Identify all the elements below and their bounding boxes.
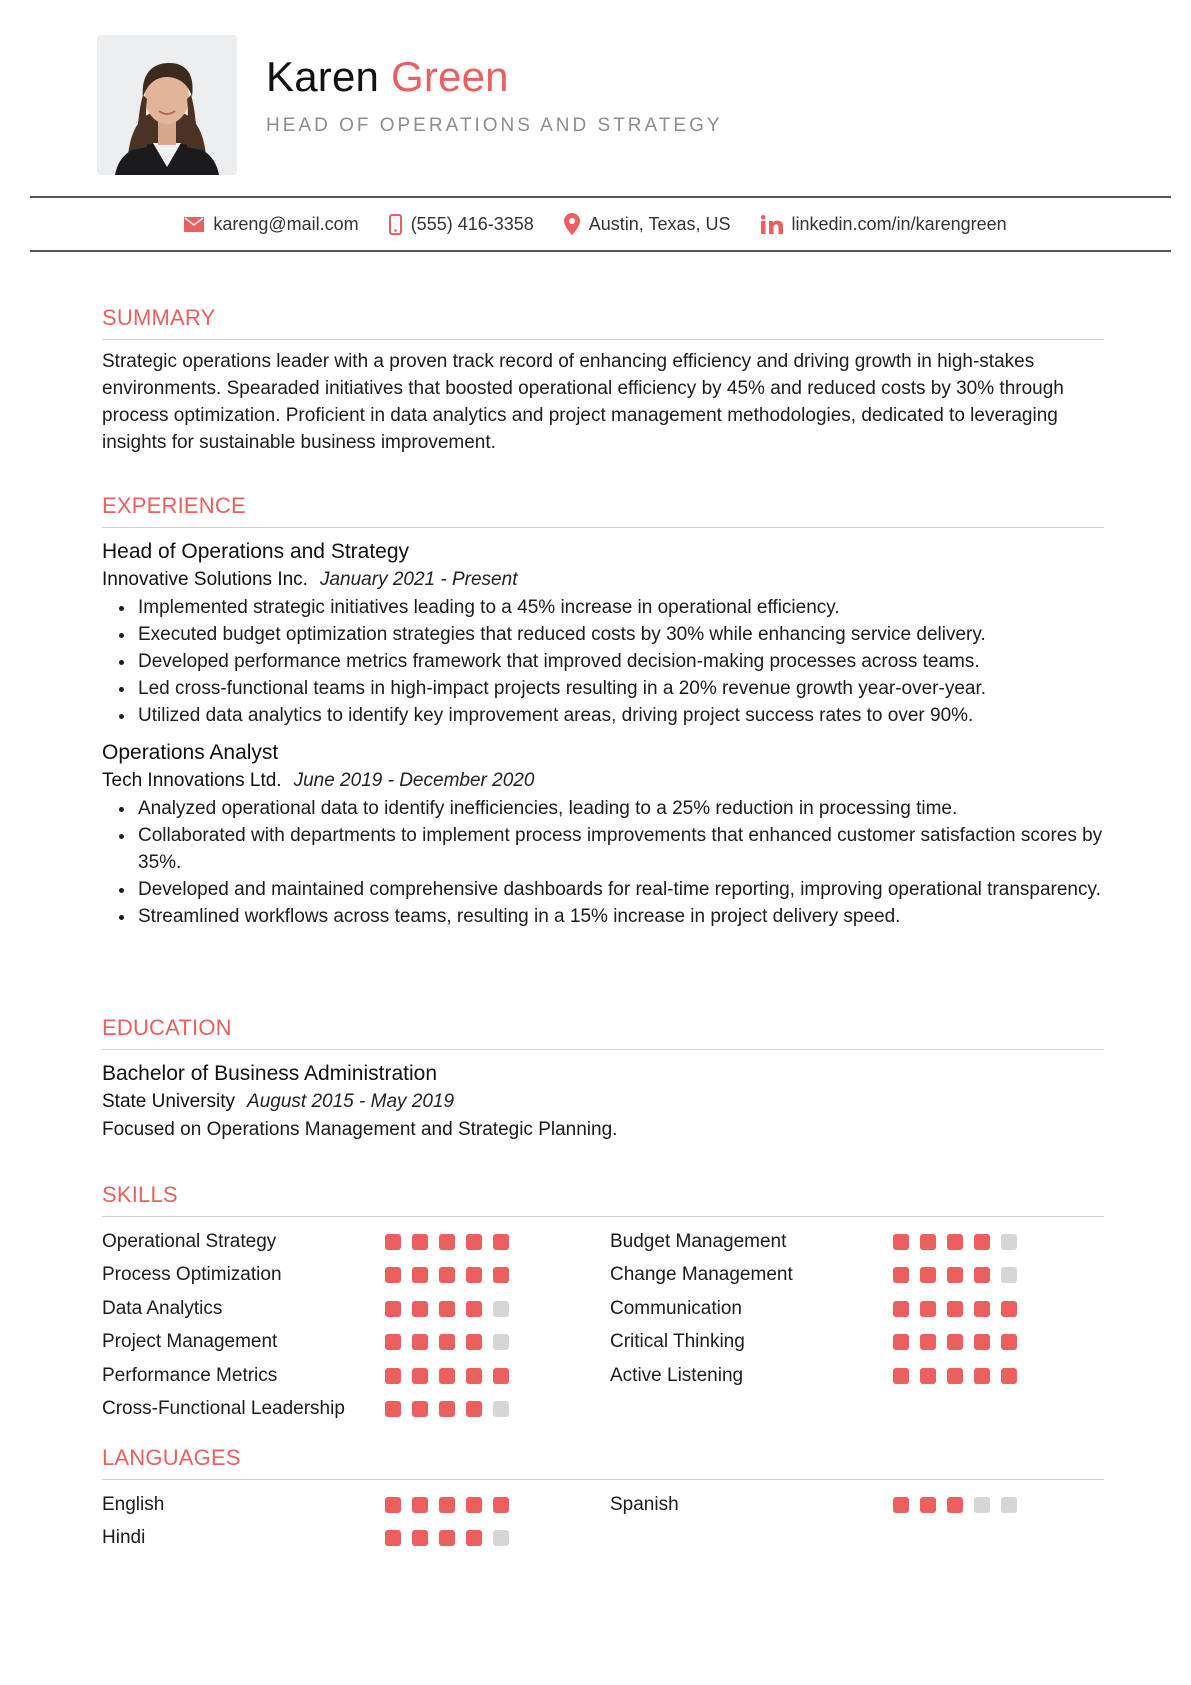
job-meta <box>102 566 1104 594</box>
rating-dot-filled <box>893 1497 909 1513</box>
experience-heading: EXPERIENCE <box>102 491 1104 528</box>
job-bullet: • Developed and maintained comprehensive dashboards for real-time reporting, improving operational transparency. <box>136 876 1104 903</box>
language-rating <box>893 1497 1017 1513</box>
languages-grid <box>102 1488 1104 1555</box>
languages-column-left <box>102 1488 610 1555</box>
rating-dot-filled <box>974 1267 990 1283</box>
summary-text: Strategic operations leader with a proven track record of enhancing efficiency and driving growth in high-stakes environments. Spearaded initiatives that boosted operational efficiency by 45% and reduced costs by 30% through process optimization. Proficient in data analytics and project management methodologies, dedicated to leveraging insights for sustainable business improvement. <box>102 351 1064 453</box>
job-meta <box>102 767 1104 795</box>
first-name: Karen <box>266 53 380 100</box>
job-dates: June 2019 - December 2020 <box>293 770 535 791</box>
skill-name: Cross-Functional Leadership <box>102 1398 345 1420</box>
skill-name: Budget Management <box>610 1230 787 1252</box>
rating-dot-filled <box>466 1267 482 1283</box>
contact-divider-bottom <box>30 250 1171 252</box>
job-bullet: • Streamlined workflows across teams, resulting in a 15% increase in project delivery speed. <box>136 903 1104 930</box>
rating-dot-filled <box>439 1267 455 1283</box>
job-bullet: • Led cross-functional teams in high-impact projects resulting in a 20% revenue growth year-over-year. <box>136 675 1104 702</box>
rating-dot-filled <box>920 1267 936 1283</box>
rating-dot-filled <box>466 1234 482 1250</box>
rating-dot-filled <box>412 1530 428 1546</box>
rating-dot-filled <box>920 1334 936 1350</box>
rating-dot-filled <box>893 1267 909 1283</box>
language-name: Hindi <box>102 1527 146 1549</box>
rating-dot-filled <box>439 1334 455 1350</box>
rating-dot-empty <box>1001 1234 1017 1250</box>
rating-dot-empty <box>1001 1497 1017 1513</box>
rating-dot-filled <box>893 1301 909 1317</box>
summary-section <box>102 303 1104 456</box>
linkedin-text: linkedin.com/in/karengreen <box>791 213 1007 234</box>
experience-section <box>102 491 1104 930</box>
language-name: Spanish <box>610 1493 679 1515</box>
school-name: State University <box>102 1091 236 1112</box>
phone-icon <box>389 214 402 235</box>
language-rating <box>385 1497 509 1513</box>
language-item <box>102 1488 610 1522</box>
rating-dot-filled <box>466 1497 482 1513</box>
rating-dot-filled <box>385 1368 401 1384</box>
rating-dot-filled <box>439 1234 455 1250</box>
envelope-icon <box>184 217 204 232</box>
rating-dot-filled <box>920 1368 936 1384</box>
rating-dot-filled <box>893 1368 909 1384</box>
rating-dot-filled <box>385 1401 401 1417</box>
skills-grid <box>102 1225 1104 1426</box>
resume-header <box>0 0 1191 200</box>
rating-dot-filled <box>1001 1301 1017 1317</box>
skill-item <box>610 1326 1104 1360</box>
skill-name: Project Management <box>102 1331 278 1353</box>
profile-photo-image <box>97 35 237 175</box>
profile-photo <box>97 35 237 175</box>
skill-name: Critical Thinking <box>610 1331 745 1353</box>
contact-location[interactable] <box>564 213 731 235</box>
degree-name: Bachelor of Business Administration <box>102 1062 438 1085</box>
rating-dot-filled <box>385 1301 401 1317</box>
rating-dot-filled <box>439 1530 455 1546</box>
languages-column-right <box>610 1488 1104 1555</box>
skill-item <box>610 1225 1104 1259</box>
job-company: Innovative Solutions Inc. <box>102 569 308 590</box>
skill-rating <box>385 1334 509 1350</box>
rating-dot-filled <box>466 1334 482 1350</box>
skill-rating <box>893 1368 1017 1384</box>
skill-name: Data Analytics <box>102 1297 223 1319</box>
languages-section <box>102 1443 1104 1555</box>
skill-item <box>102 1359 610 1393</box>
rating-dot-empty <box>493 1530 509 1546</box>
skill-item <box>610 1359 1104 1393</box>
job-company: Tech Innovations Ltd. <box>102 770 282 791</box>
rating-dot-filled <box>493 1267 509 1283</box>
job-bullet: • Collaborated with departments to implement process improvements that enhanced customer satisfaction scores by 35%. <box>136 822 1104 876</box>
job-bullet: • Analyzed operational data to identify inefficiencies, leading to a 25% reduction in processing time. <box>136 795 1104 822</box>
job-title: Operations Analyst <box>102 741 279 764</box>
language-item <box>102 1522 610 1556</box>
email-text: kareng@mail.com <box>213 213 359 234</box>
language-name: English <box>102 1493 165 1515</box>
rating-dot-filled <box>893 1234 909 1250</box>
languages-heading: LANGUAGES <box>102 1443 1104 1480</box>
skill-item <box>102 1326 610 1360</box>
rating-dot-filled <box>1001 1334 1017 1350</box>
rating-dot-filled <box>947 1334 963 1350</box>
skill-item <box>102 1292 610 1326</box>
rating-dot-filled <box>412 1234 428 1250</box>
rating-dot-empty <box>974 1497 990 1513</box>
rating-dot-filled <box>493 1234 509 1250</box>
contact-email[interactable] <box>184 214 358 235</box>
rating-dot-filled <box>493 1497 509 1513</box>
job-bullets <box>102 594 1104 729</box>
rating-dot-filled <box>439 1401 455 1417</box>
skill-rating <box>893 1234 1017 1250</box>
rating-dot-filled <box>893 1334 909 1350</box>
skill-rating <box>385 1368 509 1384</box>
language-rating <box>385 1530 509 1546</box>
location-pin-icon <box>564 213 580 235</box>
rating-dot-filled <box>466 1401 482 1417</box>
skill-name: Performance Metrics <box>102 1364 278 1386</box>
rating-dot-filled <box>412 1301 428 1317</box>
job-bullet: • Implemented strategic initiatives leading to a 45% increase in operational efficiency. <box>136 594 1104 621</box>
skill-item <box>102 1259 610 1293</box>
rating-dot-filled <box>385 1267 401 1283</box>
skill-item <box>610 1259 1104 1293</box>
rating-dot-filled <box>947 1368 963 1384</box>
rating-dot-filled <box>439 1301 455 1317</box>
skill-name: Operational Strategy <box>102 1230 277 1252</box>
rating-dot-filled <box>412 1334 428 1350</box>
skills-section <box>102 1180 1104 1426</box>
job-bullet: • Developed performance metrics framework that improved decision-making processes across teams. <box>136 648 1104 675</box>
rating-dot-filled <box>385 1234 401 1250</box>
rating-dot-filled <box>974 1334 990 1350</box>
rating-dot-filled <box>412 1368 428 1384</box>
rating-dot-filled <box>947 1234 963 1250</box>
skill-rating <box>385 1401 509 1417</box>
rating-dot-filled <box>466 1301 482 1317</box>
education-section <box>102 1013 1104 1144</box>
education-note: Focused on Operations Management and Strategic Planning. <box>102 1119 618 1140</box>
summary-heading: SUMMARY <box>102 303 1104 340</box>
contact-bar <box>0 198 1191 250</box>
skill-rating <box>385 1301 509 1317</box>
skill-name: Active Listening <box>610 1364 744 1386</box>
rating-dot-empty <box>493 1401 509 1417</box>
rating-dot-filled <box>974 1368 990 1384</box>
rating-dot-filled <box>385 1497 401 1513</box>
language-item <box>610 1488 1104 1522</box>
job-bullets <box>102 795 1104 930</box>
candidate-name <box>266 52 509 102</box>
skills-column-right <box>610 1225 1104 1426</box>
rating-dot-filled <box>385 1530 401 1546</box>
education-meta <box>102 1088 1104 1116</box>
skill-item <box>102 1225 610 1259</box>
contact-linkedin[interactable] <box>761 214 1007 235</box>
skills-heading: SKILLS <box>102 1180 1104 1217</box>
rating-dot-filled <box>412 1267 428 1283</box>
rating-dot-filled <box>974 1234 990 1250</box>
skill-rating <box>893 1334 1017 1350</box>
job-bullet: • Utilized data analytics to identify key improvement areas, driving project success rates to over 90%. <box>136 702 1104 729</box>
education-dates: August 2015 - May 2019 <box>247 1091 455 1112</box>
rating-dot-filled <box>439 1368 455 1384</box>
skill-rating <box>385 1267 509 1283</box>
rating-dot-filled <box>920 1497 936 1513</box>
rating-dot-filled <box>947 1301 963 1317</box>
rating-dot-filled <box>947 1267 963 1283</box>
rating-dot-filled <box>412 1497 428 1513</box>
rating-dot-filled <box>1001 1368 1017 1384</box>
skill-name: Change Management <box>610 1264 793 1286</box>
linkedin-icon <box>761 215 783 234</box>
rating-dot-empty <box>493 1334 509 1350</box>
skill-item <box>610 1292 1104 1326</box>
job-headline: HEAD OF OPERATIONS AND STRATEGY <box>266 115 723 136</box>
contact-phone[interactable] <box>389 214 534 235</box>
rating-dot-filled <box>466 1368 482 1384</box>
rating-dot-filled <box>920 1301 936 1317</box>
rating-dot-filled <box>385 1334 401 1350</box>
rating-dot-filled <box>412 1401 428 1417</box>
skill-rating <box>893 1267 1017 1283</box>
job-dates: January 2021 - Present <box>319 569 518 590</box>
phone-text: (555) 416-3358 <box>410 213 534 234</box>
education-heading: EDUCATION <box>102 1013 1104 1050</box>
rating-dot-filled <box>920 1234 936 1250</box>
skill-rating <box>893 1301 1017 1317</box>
rating-dot-filled <box>974 1301 990 1317</box>
skills-column-left <box>102 1225 610 1426</box>
rating-dot-filled <box>439 1497 455 1513</box>
last-name: Green <box>390 53 509 100</box>
rating-dot-filled <box>947 1497 963 1513</box>
rating-dot-empty <box>493 1301 509 1317</box>
location-text: Austin, Texas, US <box>588 213 731 234</box>
rating-dot-filled <box>493 1368 509 1384</box>
job-entry <box>102 739 1104 930</box>
job-entry <box>102 538 1104 729</box>
skill-name: Process Optimization <box>102 1264 282 1286</box>
skill-name: Communication <box>610 1297 742 1319</box>
job-bullet: • Executed budget optimization strategies that reduced costs by 30% while enhancing service delivery. <box>136 621 1104 648</box>
skill-rating <box>385 1234 509 1250</box>
job-title: Head of Operations and Strategy <box>102 540 410 563</box>
rating-dot-filled <box>466 1530 482 1546</box>
skill-item <box>102 1393 610 1427</box>
rating-dot-empty <box>1001 1267 1017 1283</box>
